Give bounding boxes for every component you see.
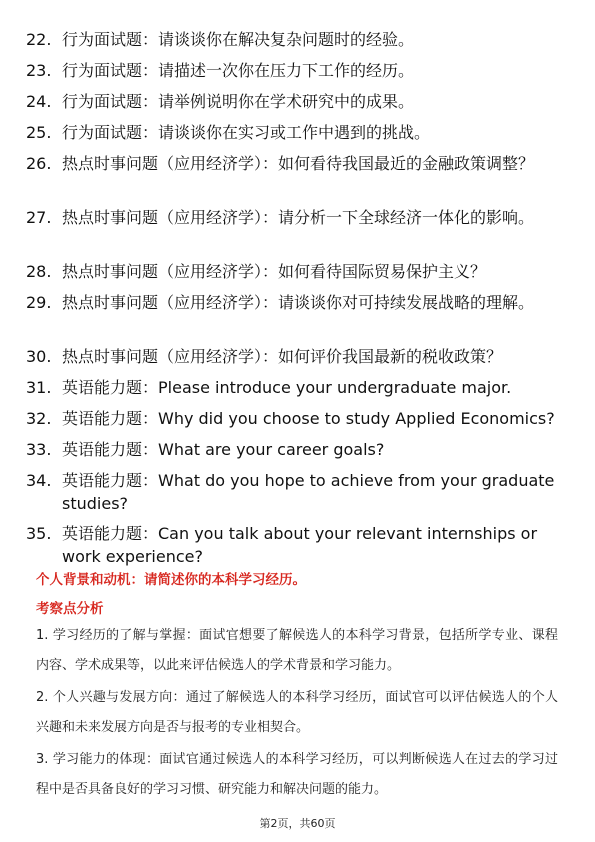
list-item: [26, 121, 566, 144]
item-number: 29.: [26, 293, 52, 312]
item-number: 28.: [26, 262, 52, 281]
item-text: 行为面试题：请谈谈你在解决复杂问题时的经验。: [62, 30, 415, 49]
list-item: [26, 291, 566, 314]
item-text: 行为面试题：请谈谈你在实习或工作中遇到的挑战。: [62, 123, 431, 142]
item-number: 35.: [26, 524, 52, 543]
item-text: 热点时事问题（应用经济学）：如何看待我国最近的金融政策调整？: [62, 154, 535, 173]
item-text: 行为面试题：请举例说明你在学术研究中的成果。: [62, 92, 415, 111]
item-number: 27.: [26, 208, 52, 227]
item-text: 热点时事问题（应用经济学）：请分析一下全球经济一体化的影响。: [62, 208, 535, 227]
item-number: 34.: [26, 471, 52, 490]
item-number: 26.: [26, 154, 52, 173]
item-text: 行为面试题：请描述一次你在压力下工作的经历。: [62, 61, 415, 80]
page-footer: 第2页，共60页: [259, 817, 336, 830]
item-text: 英语能力题：Can you talk about your relevant internships or work experience?: [62, 524, 538, 566]
analysis-subheading: 考察点分析: [36, 601, 104, 617]
item-text: 热点时事问题（应用经济学）：请谈谈你对可持续发展战略的理解。: [62, 293, 535, 312]
item-text: 英语能力题：What do you hope to achieve from your graduate studies?: [62, 471, 555, 513]
list-item: [26, 522, 566, 568]
list-item: [26, 438, 566, 461]
item-text: 英语能力题：What are your career goals?: [62, 440, 385, 459]
list-item: [26, 28, 566, 51]
list-item: [26, 152, 566, 175]
item-number: 24.: [26, 92, 52, 111]
analysis-point: 2. 个人兴趣与发展方向：通过了解候选人的本科学习经历，面试官可以评估候选人的个人兴趣和未来发展方向是否与报考的专业相契合。: [36, 690, 558, 735]
analysis-points: [36, 621, 558, 807]
list-item: [26, 376, 566, 399]
list-item: [26, 345, 566, 368]
item-number: 33.: [26, 440, 52, 459]
item-number: 30.: [26, 347, 52, 366]
section-heading: 个人背景和动机：请简述你的本科学习经历。: [36, 572, 306, 588]
item-number: 32.: [26, 409, 52, 428]
item-number: 23.: [26, 61, 52, 80]
list-item: [26, 469, 566, 515]
item-text: 英语能力题：Please introduce your undergraduate major.: [62, 378, 512, 397]
item-number: 25.: [26, 123, 52, 142]
item-number: 22.: [26, 30, 52, 49]
list-item: [26, 59, 566, 82]
item-text: 热点时事问题（应用经济学）：如何评价我国最新的税收政策？: [62, 347, 503, 366]
item-text: 热点时事问题（应用经济学）：如何看待国际贸易保护主义？: [62, 262, 487, 281]
list-item: [26, 90, 566, 113]
analysis-point: 1. 学习经历的了解与掌握：面试官想要了解候选人的本科学习背景，包括所学专业、课程内容、学术成果等，以此来评估候选人的学术背景和学习能力。: [36, 628, 558, 673]
item-text: 英语能力题：Why did you choose to study Applied Economics?: [62, 409, 555, 428]
list-item: [26, 407, 566, 430]
analysis-point: 3. 学习能力的体现：面试官通过候选人的本科学习经历，可以判断候选人在过去的学习过程中是否具备良好的学习习惯、研究能力和解决问题的能力。: [36, 752, 558, 797]
item-number: 31.: [26, 378, 52, 397]
list-item: [26, 206, 566, 229]
list-item: [26, 260, 566, 283]
